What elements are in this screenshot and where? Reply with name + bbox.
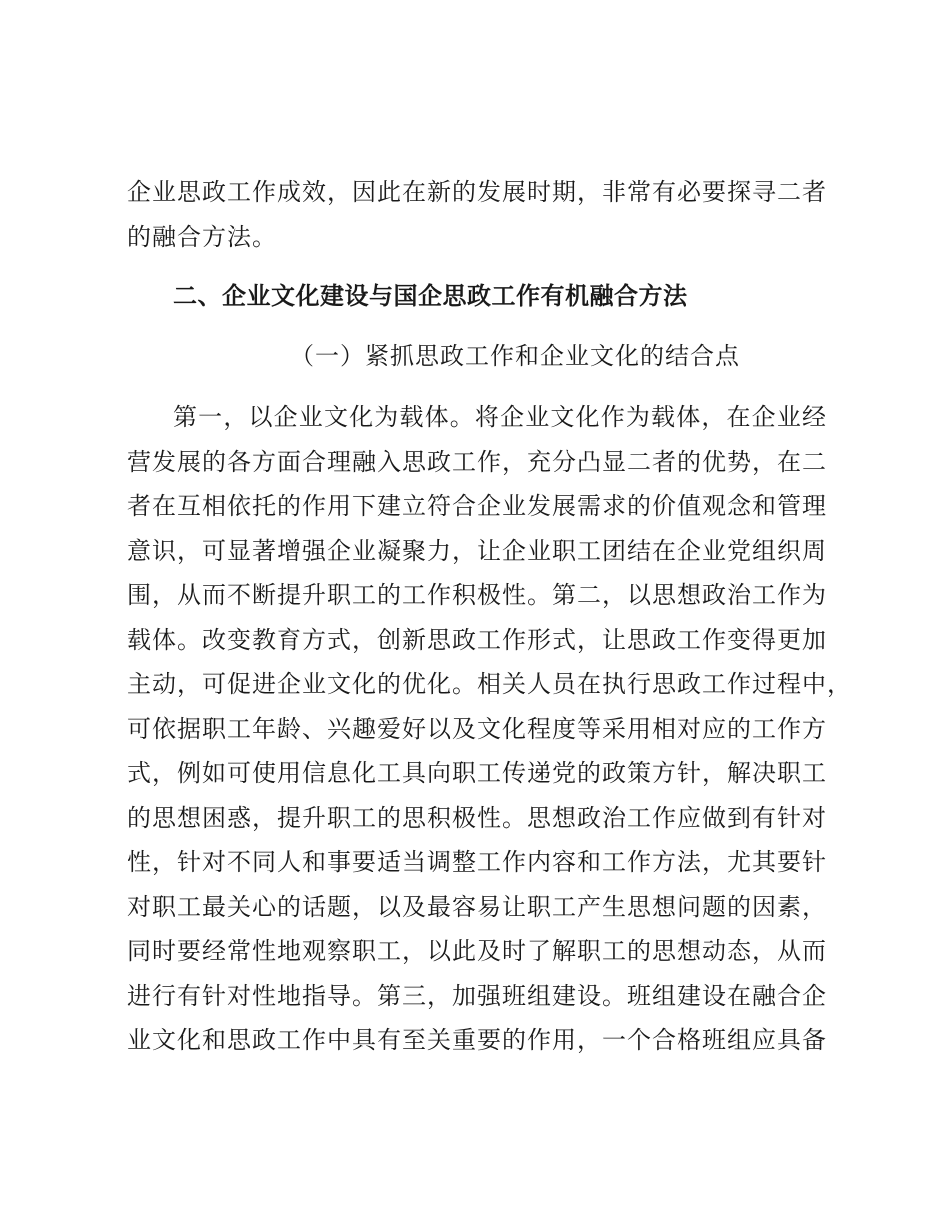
body-line-13: 同时要经常性地观察职工，以此及时了解职工的思想动态，从而 <box>127 937 827 965</box>
body-line-2: 营发展的各方面合理融入思政工作，充分凸显二者的优势，在二 <box>127 448 827 476</box>
body-line-14: 进行有针对性地指导。第三，加强班组建设。班组建设在融合企 <box>127 982 827 1010</box>
body-line-10: 的思想困惑，提升职工的思积极性。思想政治工作应做到有针对 <box>127 804 827 832</box>
body-line-15: 业文化和思政工作中具有至关重要的作用，一个合格班组应具备 <box>127 1026 827 1054</box>
body-line-5: 围，从而不断提升职工的工作积极性。第二，以思想政治工作为 <box>127 581 827 609</box>
intro-line-2: 的融合方法。 <box>127 223 277 251</box>
body-line-11: 性，针对不同人和事要适当调整工作内容和工作方法，尤其要针 <box>127 848 827 876</box>
body-line-6: 载体。改变教育方式，创新思政工作形式，让思政工作变得更加 <box>127 626 827 654</box>
body-line-4: 意识，可显著增强企业凝聚力，让企业职工团结在企业党组织周 <box>127 537 827 565</box>
body-line-12: 对职工最关心的话题，以及最容易让职工产生思想问题的因素， <box>127 893 827 921</box>
body-line-7: 主动，可促进企业文化的优化。相关人员在执行思政工作过程中， <box>127 670 852 698</box>
body-line-1: 第一，以企业文化为载体。将企业文化作为载体，在企业经 <box>173 403 827 431</box>
body-line-3: 者在互相依托的作用下建立符合企业发展需求的价值观念和管理 <box>127 492 827 520</box>
subsection-heading: （一）紧抓思政工作和企业文化的结合点 <box>290 342 740 370</box>
section-heading: 二、企业文化建设与国企思政工作有机融合方法 <box>173 282 688 310</box>
intro-line-1: 企业思政工作成效，因此在新的发展时期，非常有必要探寻二者 <box>127 178 827 206</box>
body-line-9: 式，例如可使用信息化工具向职工传递党的政策方针，解决职工 <box>127 759 827 787</box>
body-line-8: 可依据职工年龄、兴趣爱好以及文化程度等采用相对应的工作方 <box>127 715 827 743</box>
